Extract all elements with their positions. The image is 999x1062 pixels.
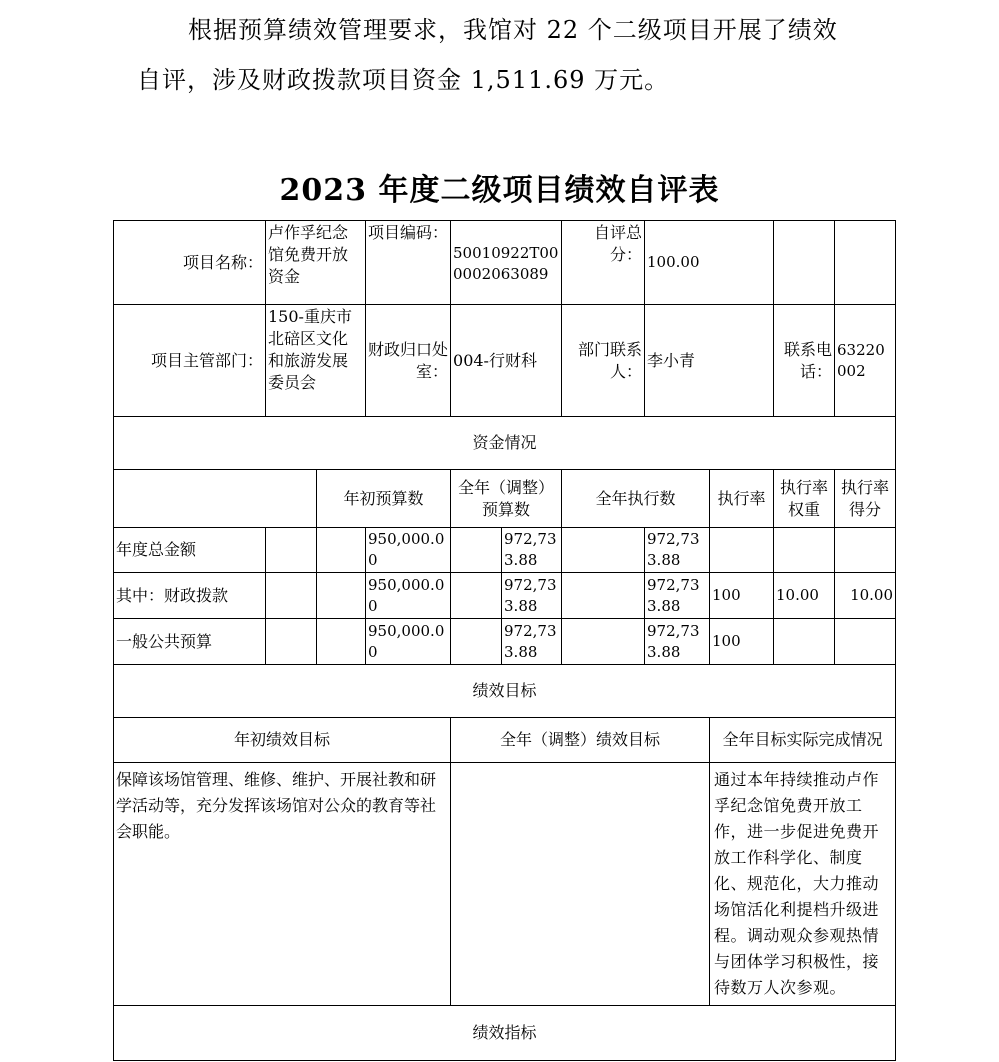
office-value: 004-行财科 bbox=[451, 305, 562, 417]
execution-rate-value: 100 bbox=[710, 573, 774, 619]
rate-score-value bbox=[835, 619, 896, 665]
funds-section-title: 资金情况 bbox=[114, 417, 896, 470]
rate-weight-value: 10.00 bbox=[774, 573, 835, 619]
executed-value: 972,733.88 bbox=[645, 619, 710, 665]
execution-rate-value bbox=[710, 528, 774, 573]
empty-cell bbox=[774, 221, 835, 305]
header-initial-goals: 年初绩效目标 bbox=[114, 718, 451, 763]
intro-line-2: 自评，涉及财政拨款项目资金 1,511.69 万元。 bbox=[137, 66, 670, 94]
dept-value: 150-重庆市北碚区文化和旅游发展委员会 bbox=[266, 305, 366, 417]
empty-cell bbox=[562, 528, 645, 573]
header-rate-weight: 执行率权重 bbox=[774, 470, 835, 528]
funds-header-blank bbox=[114, 470, 317, 528]
execution-rate-value: 100 bbox=[710, 619, 774, 665]
empty-cell bbox=[562, 619, 645, 665]
adjusted-budget-value: 972,733.88 bbox=[502, 573, 562, 619]
header-adjusted-goals: 全年（调整）绩效目标 bbox=[451, 718, 710, 763]
header-goal-completion: 全年目标实际完成情况 bbox=[710, 718, 896, 763]
adjusted-budget-value: 972,733.88 bbox=[502, 528, 562, 573]
dept-label: 项目主管部门： bbox=[114, 305, 266, 417]
funds-row-label: 一般公共预算 bbox=[114, 619, 266, 665]
goal-completion-text: 通过本年持续推动卢作孚纪念馆免费开放工作，进一步促进免费开放工作科学化、制度化、规范化，大力推动场馆活化利提档升级进程。调动观众参观热情与团体学习积极性，接待数万人次参观。 bbox=[710, 763, 896, 1006]
contact-value: 李小青 bbox=[645, 305, 774, 417]
initial-goals-text: 保障该场馆管理、维修、维护、开展社教和研学活动等，充分发挥该场馆对公众的教育等社会职能。 bbox=[114, 763, 451, 1006]
initial-budget-value: 950,000.00 bbox=[366, 528, 451, 573]
adjusted-goals-text bbox=[451, 763, 710, 1006]
phone-label: 联系电话： bbox=[774, 305, 835, 417]
header-execution-rate: 执行率 bbox=[710, 470, 774, 528]
self-score-value: 100.00 bbox=[645, 221, 774, 305]
indicators-section-title: 绩效指标 bbox=[114, 1006, 896, 1061]
project-name-value: 卢作孚纪念馆免费开放资金 bbox=[266, 221, 366, 305]
empty-cell bbox=[451, 573, 502, 619]
empty-cell bbox=[266, 528, 317, 573]
initial-budget-value: 950,000.00 bbox=[366, 619, 451, 665]
header-executed: 全年执行数 bbox=[562, 470, 710, 528]
empty-cell bbox=[266, 573, 317, 619]
self-score-label: 自评总分： bbox=[562, 221, 645, 305]
empty-cell bbox=[317, 528, 366, 573]
executed-value: 972,733.88 bbox=[645, 573, 710, 619]
project-name-label: 项目名称： bbox=[114, 221, 266, 305]
empty-cell bbox=[266, 619, 317, 665]
funds-row-label: 年度总金额 bbox=[114, 528, 266, 573]
empty-cell bbox=[451, 619, 502, 665]
table-row bbox=[114, 528, 896, 573]
empty-cell bbox=[317, 619, 366, 665]
header-adjusted-budget: 全年（调整）预算数 bbox=[451, 470, 562, 528]
self-evaluation-table bbox=[113, 220, 896, 1061]
intro-line-1: 根据预算绩效管理要求，我馆对 22 个二级项目开展了绩效 bbox=[188, 16, 838, 44]
initial-budget-value: 950,000.00 bbox=[366, 573, 451, 619]
rate-weight-value bbox=[774, 619, 835, 665]
header-rate-score: 执行率得分 bbox=[835, 470, 896, 528]
funds-row-label: 其中：财政拨款 bbox=[114, 573, 266, 619]
rate-weight-value bbox=[774, 528, 835, 573]
office-label: 财政归口处室： bbox=[366, 305, 451, 417]
rate-score-value bbox=[835, 528, 896, 573]
empty-cell bbox=[451, 528, 502, 573]
adjusted-budget-value: 972,733.88 bbox=[502, 619, 562, 665]
project-code-label: 项目编码： bbox=[366, 221, 451, 305]
table-title: 2023 年度二级项目绩效自评表 bbox=[279, 173, 720, 208]
project-code-value: 50010922T000002063089 bbox=[451, 221, 562, 305]
header-initial-budget: 年初预算数 bbox=[317, 470, 451, 528]
contact-label: 部门联系人： bbox=[562, 305, 645, 417]
phone-value: 63220002 bbox=[835, 305, 896, 417]
empty-cell bbox=[562, 573, 645, 619]
goals-section-title: 绩效目标 bbox=[114, 665, 896, 718]
empty-cell bbox=[317, 573, 366, 619]
table-row bbox=[114, 619, 896, 665]
table-row bbox=[114, 573, 896, 619]
executed-value: 972,733.88 bbox=[645, 528, 710, 573]
empty-cell bbox=[835, 221, 896, 305]
rate-score-value: 10.00 bbox=[835, 573, 896, 619]
